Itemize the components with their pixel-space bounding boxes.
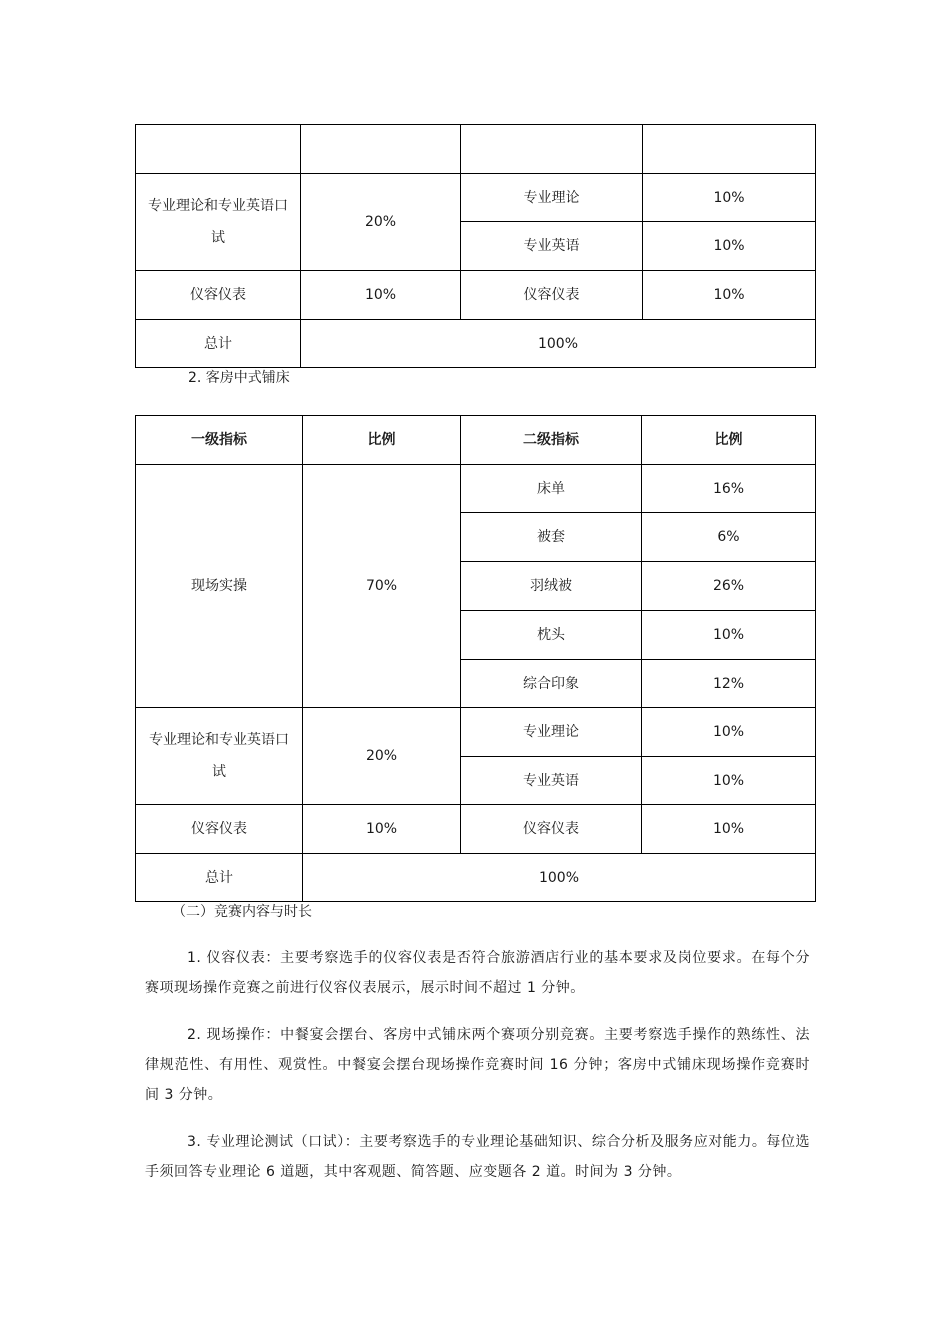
primary-indicator-cell: 现场实操 [136,465,303,708]
secondary-ratio-cell: 10% [642,611,816,660]
primary-indicator-cell: 专业理论和专业英语口试 [136,174,301,271]
table-row [136,174,816,222]
secondary-ratio-cell: 26% [642,562,816,611]
total-value-cell: 100% [301,320,816,368]
total-label-cell: 总计 [136,320,301,368]
section-heading: （二）竞赛内容与时长 [172,904,312,920]
secondary-ratio-cell: 10% [642,757,816,805]
column-header: 比例 [303,416,461,465]
table-row [136,805,816,854]
score-table-continued [135,124,816,368]
secondary-ratio-cell: 16% [642,465,816,513]
header-cell [136,125,301,174]
column-header: 一级指标 [136,416,303,465]
paragraph-theory-test: 3. 专业理论测试（口试）：主要考察选手的专业理论基础知识、综合分析及服务应对能力。每位选手须回答专业理论 6 道题，其中客观题、简答题、应变题各 2 道。时间为 3 分钟。 [145,1134,810,1180]
primary-ratio-cell: 20% [301,174,461,271]
table-header-row [136,416,816,465]
table-row [136,854,816,902]
header-cell [301,125,461,174]
table-row [136,320,816,368]
secondary-indicator-cell: 仪容仪表 [461,271,643,320]
paragraph-appearance: 1. 仪容仪表：主要考察选手的仪容仪表是否符合旅游酒店行业的基本要求及岗位要求。在每个分赛项现场操作竞赛之前进行仪容仪表展示，展示时间不超过 1 分钟。 [145,950,810,996]
bed-making-score-table [135,415,816,902]
primary-ratio-cell: 20% [303,708,461,805]
secondary-indicator-cell: 专业英语 [461,222,643,271]
header-cell [461,125,643,174]
secondary-ratio-cell: 10% [643,271,816,320]
table-row [136,271,816,320]
column-header: 比例 [642,416,816,465]
header-cell [643,125,816,174]
secondary-ratio-cell: 10% [642,805,816,854]
total-value-cell: 100% [303,854,816,902]
table-row [136,708,816,757]
secondary-ratio-cell: 12% [642,660,816,708]
secondary-indicator-cell: 床单 [461,465,642,513]
secondary-ratio-cell: 10% [642,708,816,757]
secondary-indicator-cell: 枕头 [461,611,642,660]
primary-indicator-cell: 仪容仪表 [136,805,303,854]
total-label-cell: 总计 [136,854,303,902]
primary-ratio-cell: 10% [303,805,461,854]
secondary-ratio-cell: 6% [642,513,816,562]
secondary-indicator-cell: 被套 [461,513,642,562]
primary-indicator-cell: 仪容仪表 [136,271,301,320]
primary-indicator-cell: 专业理论和专业英语口试 [136,708,303,805]
column-header: 二级指标 [461,416,642,465]
primary-ratio-cell: 10% [301,271,461,320]
table-row [136,125,816,174]
section-caption: 2. 客房中式铺床 [188,370,290,386]
table-row [136,465,816,513]
paragraph-operation: 2. 现场操作：中餐宴会摆台、客房中式铺床两个赛项分别竞赛。主要考察选手操作的熟练性、法律规范性、有用性、观赏性。中餐宴会摆台现场操作竞赛时间 16 分钟；客房中式铺床现场操作竞赛时间 3 分钟。 [145,1027,810,1103]
secondary-ratio-cell: 10% [643,222,816,271]
secondary-indicator-cell: 羽绒被 [461,562,642,611]
secondary-indicator-cell: 专业英语 [461,757,642,805]
secondary-indicator-cell: 专业理论 [461,174,643,222]
secondary-indicator-cell: 专业理论 [461,708,642,757]
secondary-indicator-cell: 综合印象 [461,660,642,708]
secondary-indicator-cell: 仪容仪表 [461,805,642,854]
secondary-ratio-cell: 10% [643,174,816,222]
primary-ratio-cell: 70% [303,465,461,708]
